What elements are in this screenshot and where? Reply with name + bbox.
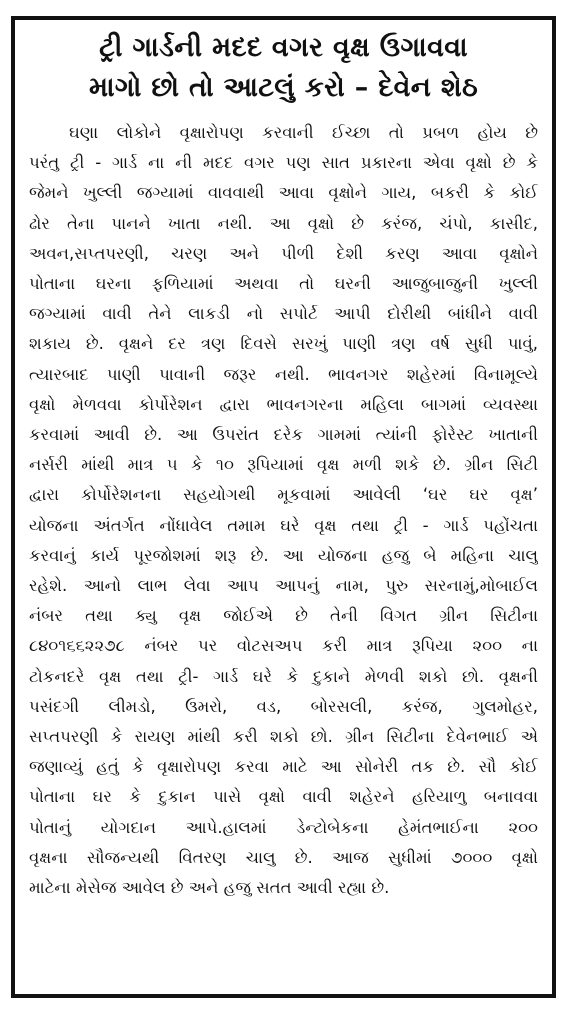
body-line: પોતાના ઘરના ફળિયામાં અથવા તો ઘરની આજુબાજુની ખુલ્લી xyxy=(29,274,538,294)
body-line: ટોકનદરે વૃક્ષ તથા ટ્રી- ગાર્ડ ઘરે કે દુકાને મેળવી શકો છો. વૃક્ષની xyxy=(29,666,538,686)
body-line: વૃક્ષના સૌજન્યથી વિતરણ ચાલુ છે. આજ સુધીમાં ૭૦૦૦ વૃક્ષો xyxy=(29,847,538,867)
body-line: દ્વારા કોર્પોરેશનના સહયોગથી મૂકવામાં આવેલી ‘ઘર ઘર વૃક્ષ’ xyxy=(29,485,538,505)
body-line: નંબર તથા ક્યુ વૃક્ષ જોઈએ છે તેની વિગત ગ્રીન સિટીના xyxy=(29,606,538,626)
body-line: કરવાનું કાર્ય પૂરજોશમાં શરૂ છે. આ યોજના હજુ બે મહિના ચાલુ xyxy=(29,545,538,565)
body-line: યોજના અંતર્ગત નોંધાવેલ તમામ ઘરે વૃક્ષ તથા ટ્રી - ગાર્ડ પહોંચતા xyxy=(29,515,538,535)
body-line: જેમને ખુલ્લી જગ્યામાં વાવવાથી આવા વૃક્ષોને ગાય, બકરી કે કોઈ xyxy=(29,183,538,203)
body-line: નર્સરી માંથી માત્ર ૫ કે ૧૦ રૂપિયામાં વૃક્ષ મળી શકે છે. ગ્રીન સિટી xyxy=(29,455,538,475)
body-line: કરવામાં આવી છે. આ ઉપરાંત દરેક ગામમાં ત્યાંની ફોરેસ્ટ ખાતાની xyxy=(29,425,538,445)
news-clipping xyxy=(11,16,556,998)
body-line: ઢોર તેના પાનને ખાતા નથી. આ વૃક્ષો છે કરંજ, ચંપો, કાસીદ, xyxy=(29,213,538,233)
body-line: અવન,સપ્તપરણી, ચરણ અને પીળી દેશી કરણ આવા વૃક્ષોને xyxy=(29,243,538,263)
article-body xyxy=(29,118,538,903)
body-line: પસંદગી લીમડો, ઉમરો, વડ, બોરસલી, કરંજ, ગુલમોહર, xyxy=(29,696,538,716)
body-line: પરંતુ ટ્રી - ગાર્ડ ના ની મદદ વગર પણ સાત પ્રકારના એવા વૃક્ષો છે કે xyxy=(29,153,538,173)
body-line: શકાય છે. વૃક્ષને દર ત્રણ દિવસે સરખું પાણી ત્રણ વર્ષ સુધી પાવું, xyxy=(29,334,538,354)
body-line: માટેના મેસેજ આવેલ છે અને હજુ સતત આવી રહ્યા છે. xyxy=(29,878,390,898)
body-line: સપ્તપરણી કે રાયણ માંથી કરી શકો છો. ગ્રીન સિટીના દેવેનભાઈ એ xyxy=(29,727,538,747)
headline-line: માગો છો તો આટલું કરો – દેવેન શેઠ xyxy=(88,72,479,103)
body-line: પોતાનું યોગદાન આપે.હાલમાં ડેન્ટોબેકના હેમંતભાઈના ૨૦૦ xyxy=(29,817,538,837)
body-line: વૃક્ષો મેળવવા કોર્પોરેશન દ્વારા ભાવનગરના મહિલા બાગમાં વ્યવસ્થા xyxy=(29,394,538,414)
headline xyxy=(25,28,542,108)
body-line: ૮૪૦૧૬૬૨૨૭૮ નંબર પર વોટસઅપ કરી માત્ર રૂપિયા ૨૦૦ ના xyxy=(29,636,538,656)
body-line: જગ્યામાં વાવી તેને લાકડી નો સપોર્ટ આપી દોરીથી બાંધીને વાવી xyxy=(29,304,538,324)
headline-line: ટ્રી ગાર્ડની મદદ વગર વૃક્ષ ઉગાવવા xyxy=(99,32,468,63)
body-line: રહેશે. આનો લાભ લેવા આપ આપનું નામ, પુરુ સરનામું,મોબાઈલ xyxy=(29,576,538,596)
body-line: ત્યારબાદ પાણી પાવાની જરૂર નથી. ભાવનગર શહેરમાં વિનામૂલ્યે xyxy=(29,364,538,384)
body-line: જણાવ્યું હતું કે વૃક્ષારોપણ કરવા માટે આ સોનેરી તક છે. સૌ કોઈ xyxy=(29,757,538,777)
body-line: પોતાના ઘર કે દુકાન પાસે વૃક્ષો વાવી શહેરને હરિયાળુ બનાવવા xyxy=(29,787,538,807)
body-line: ઘણા લોકોને વૃક્ષારોપણ કરવાની ઈચ્છા તો પ્રબળ હોય છે xyxy=(69,123,538,142)
